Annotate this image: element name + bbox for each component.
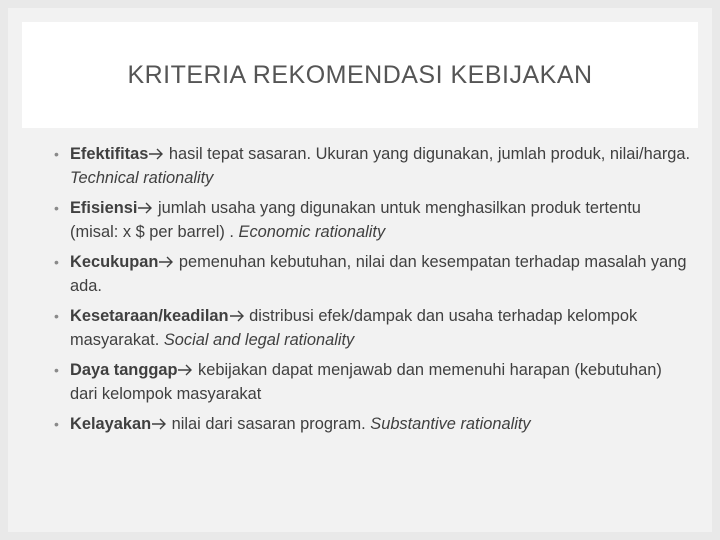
term-label: Kecukupan bbox=[70, 253, 159, 271]
arrow-right-icon bbox=[229, 310, 245, 322]
term-description: distribusi efek/dampak dan usaha terhadap kelompok masyarakat. bbox=[70, 307, 638, 349]
term-label: Kelayakan bbox=[70, 415, 152, 433]
term-label: Daya tanggap bbox=[70, 361, 178, 379]
bullet-icon: • bbox=[54, 416, 59, 432]
term-label: Efisiensi bbox=[70, 199, 138, 217]
bullet-icon: • bbox=[54, 362, 59, 378]
rationality-label: Substantive rationality bbox=[370, 415, 531, 433]
bullet-icon: • bbox=[54, 146, 59, 162]
list-item bbox=[52, 412, 692, 436]
rationality-label: Technical rationality bbox=[70, 169, 214, 187]
arrow-right-icon bbox=[177, 364, 193, 376]
list-item bbox=[52, 358, 692, 406]
title-box bbox=[22, 22, 698, 128]
arrow-right-icon bbox=[151, 418, 167, 430]
list-item bbox=[52, 142, 692, 190]
bullet-icon: • bbox=[54, 200, 59, 216]
term-label: Kesetaraan/keadilan bbox=[70, 307, 229, 325]
list-item bbox=[52, 196, 692, 244]
term-description: pemenuhan kebutuhan, nilai dan kesempatan terhadap masalah yang ada. bbox=[70, 253, 687, 295]
term-label: Efektifitas bbox=[70, 145, 149, 163]
term-description: jumlah usaha yang digunakan untuk menghasilkan produk tertentu (misal: x $ per barrel) . bbox=[70, 199, 641, 241]
slide bbox=[8, 8, 712, 532]
list-item bbox=[52, 250, 692, 298]
arrow-right-icon bbox=[137, 202, 153, 214]
arrow-right-icon bbox=[158, 256, 174, 268]
rationality-label: Economic rationality bbox=[238, 223, 386, 241]
arrow-right-icon bbox=[148, 148, 164, 160]
term-description: hasil tepat sasaran. Ukuran yang digunakan, jumlah produk, nilai/harga. bbox=[164, 145, 691, 163]
bullet-icon: • bbox=[54, 254, 59, 270]
slide-title: KRITERIA REKOMENDASI KEBIJAKAN bbox=[127, 60, 593, 89]
bullet-list bbox=[52, 142, 692, 442]
term-description: kebijakan dapat menjawab dan memenuhi harapan (kebutuhan) dari kelompok masyarakat bbox=[70, 361, 662, 403]
list-item bbox=[52, 304, 692, 352]
term-description: nilai dari sasaran program. bbox=[167, 415, 371, 433]
rationality-label: Social and legal rationality bbox=[163, 331, 355, 349]
bullet-icon: • bbox=[54, 308, 59, 324]
